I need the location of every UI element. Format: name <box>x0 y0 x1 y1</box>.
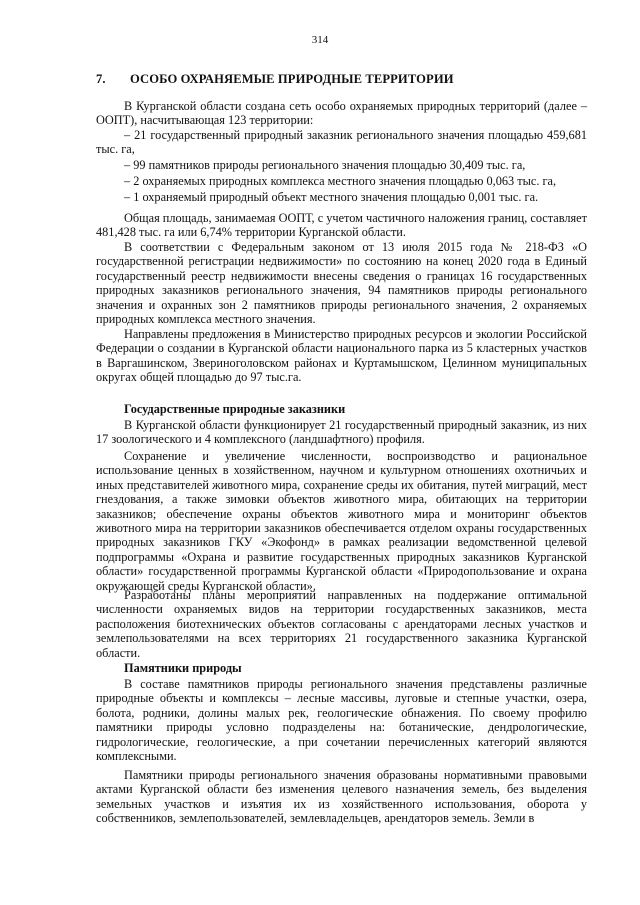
paragraph: Разработаны планы мероприятий направленных на поддержание оптимальной численности охраняемых видов на территории государственных заказников, места расположения биотехнических объектов согласованы с арендаторами лесных участков и землепользователями на всех территориях 21 государственного заказника Курганской области. <box>96 588 587 660</box>
list-item: – 1 охраняемый природный объект местного значения площадью 0,001 тыс. га. <box>124 190 539 204</box>
paragraph: Общая площадь, занимаемая ООПТ, с учетом частичного наложения границ, составляет 481,428 тыс. га или 6,74% территории Курганской области. <box>96 211 587 240</box>
subsection-heading: Памятники природы <box>124 661 242 675</box>
paragraph: Памятники природы регионального значения образованы нормативными правовыми актами Курганской области без изменения целевого назначения земель, без выделения земельных участков и изъятия их из хозяйственного использования, оборота у собственников, землепользователей, землевладельцев, арендаторов земель. Земли в <box>96 768 587 826</box>
page-number: 314 <box>311 34 329 46</box>
list-item: – 99 памятников природы регионального значения площадью 30,409 тыс. га, <box>124 158 526 172</box>
paragraph: В составе памятников природы регионального значения представлены различные природные объекты и комплексы – лесные массивы, луговые и степные участки, озера, болота, родники, долины малых рек, геологические обнажения. По своему профилю памятники природы условно подразделены на: ботанические, дендрологические, гидрологические, геологические, а при сочетании перечисленных категорий являются комплексными. <box>96 677 587 764</box>
paragraph: В Курганской области функционирует 21 государственный природный заказник, из них 17 зоологического и 4 комплексного (ландшафтного) профиля. <box>96 418 587 447</box>
section-number: 7. <box>96 72 106 86</box>
subsection-heading: Государственные природные заказники <box>124 402 346 416</box>
list-item: – 2 охраняемых природных комплекса местного значения площадью 0,063 тыс. га, <box>124 174 557 188</box>
paragraph: В соответствии с Федеральным законом от 13 июля 2015 года № 218-ФЗ «О государственной регистрации недвижимости» по состоянию на конец 2020 года в Единый государственный реестр недвижимости внесены сведения о границах 16 государственных природных заказников регионального значения, 94 памятников природы регионального значения и охранных зон 2 памятников природы регионального значения, 2 охраняемых природных комплекса местного значения. <box>96 240 587 327</box>
paragraph: Направлены предложения в Министерство природных ресурсов и экологии Российской Федерации о создании в Курганской области национального парка из 5 кластерных участков в Варгашинском, Звериноголовском районах и Куртамышском, Целинном муниципальных округах общей площадью до 97 тыс.га. <box>96 327 587 385</box>
paragraph: Сохранение и увеличение численности, воспроизводство и рациональное использование ценных в хозяйственном, научном и культурном отношениях охотничьих и иных представителей животного мира, сохранение среды их обитания, путей миграций, мест гнездования, а также зимовки объектов животного мира, обитающих на территории заказников; обеспечение охраны объектов животного мира и мониторинг объектов животного мира на территории заказников обеспечивается отделом охраны государственных природных заказников ГКУ «Экофонд» в рамках реализации ведомственной целевой подпрограммы «Охрана и развитие государственных природных заказников Курганской области» государственной программы Курганской области «Природопользование и охрана окружающей среды Курганской области». <box>96 449 587 593</box>
section-heading <box>96 72 587 86</box>
section-title: ОСОБО ОХРАНЯЕМЫЕ ПРИРОДНЫЕ ТЕРРИТОРИИ <box>130 72 454 86</box>
intro-paragraph: В Курганской области создана сеть особо охраняемых природных территорий (далее – ООПТ), насчитывающая 123 территории: <box>96 99 587 128</box>
list-item: – 21 государственный природный заказник регионального значения площадью 459,681 тыс. га, <box>96 128 587 157</box>
